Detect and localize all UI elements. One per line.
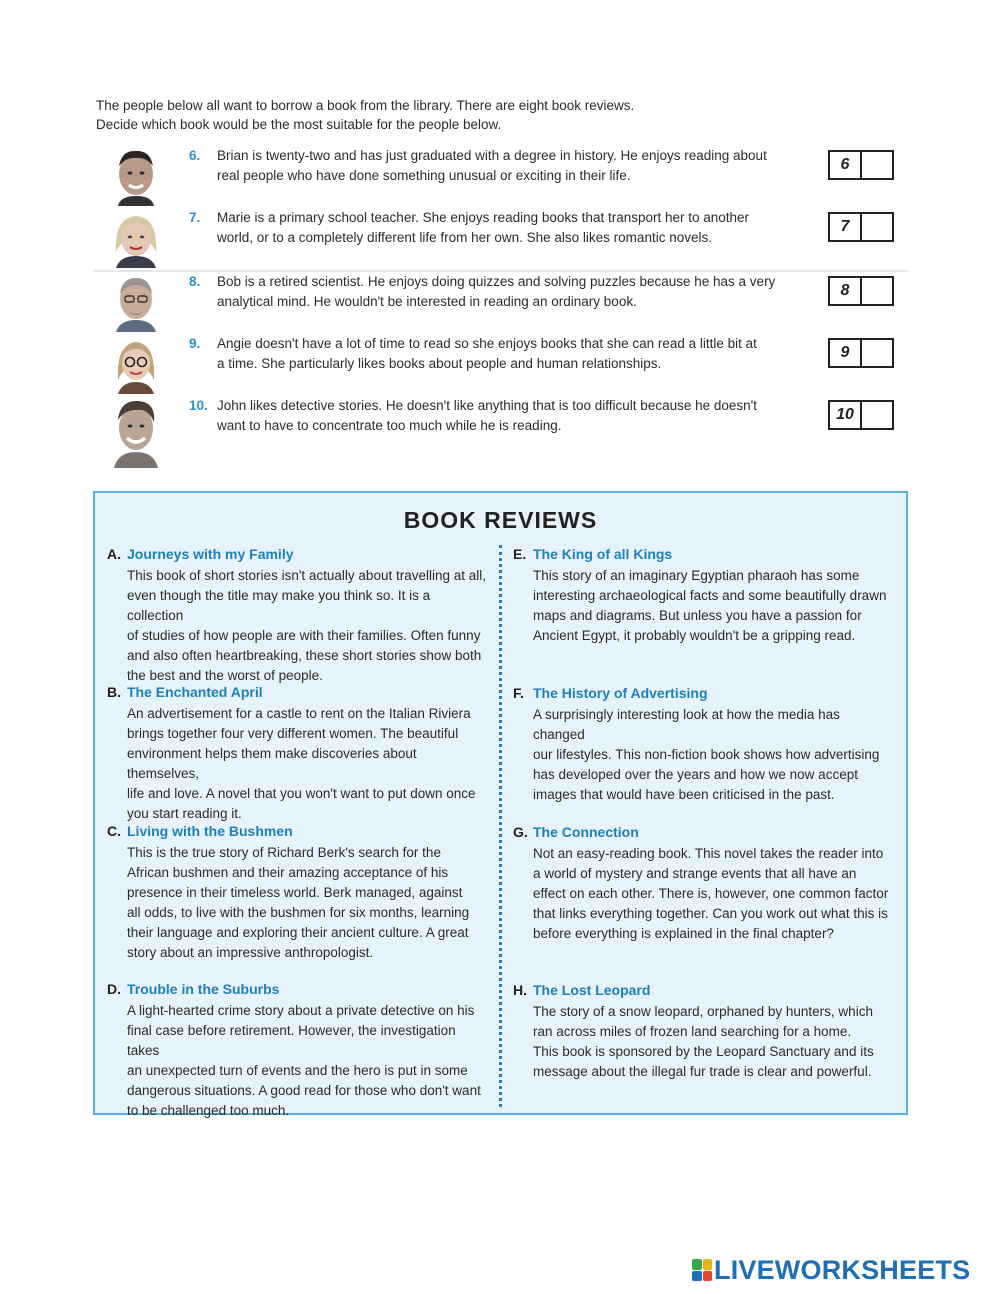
review-line: effect on each other. There is, however, one common factor [533,886,889,901]
review-line: of studies of how people are with their families. Often funny [127,628,481,643]
review-body [127,704,487,824]
review-letter: A. [107,546,121,562]
question-row-6 [100,146,910,208]
answer-input-6[interactable] [862,152,892,178]
answer-label: 7 [830,214,862,240]
review-body [533,844,893,944]
review-line: ran across miles of frozen land searching for a home. [533,1024,852,1039]
question-row-7 [100,208,910,270]
review-h [513,981,893,1082]
question-line: real people who have done something unusual or exciting in their life. [217,168,631,183]
review-line: interesting archaeological facts and some beautifully drawn [533,588,887,603]
review-title: Journeys with my Family [127,546,294,562]
liveworksheets-logo[interactable] [692,1254,970,1286]
review-g [513,823,893,944]
answer-label: 9 [830,340,862,366]
review-line: a world of mystery and strange events that all have an [533,866,857,881]
review-line: A surprisingly interesting look at how the media has changed [533,707,840,742]
question-number: 6. [189,148,201,163]
review-line: an unexpected turn of events and the hero is put in some [127,1063,468,1078]
answer-input-8[interactable] [862,278,892,304]
review-body [127,1001,487,1121]
review-line: our lifestyles. This non-fiction book shows how advertising [533,747,880,762]
review-letter: B. [107,684,121,700]
question-line: Angie doesn't have a lot of time to read so she enjoys books that she can read a little bit at [217,336,757,351]
question-text [217,396,817,436]
review-line: This is the true story of Richard Berk's search for the [127,845,441,860]
review-b [107,683,487,824]
answer-box-6 [828,150,894,180]
review-line: final case before retirement. However, the investigation takes [127,1023,456,1058]
question-line: world, or to a completely different life from her own. She also likes romantic novels. [217,230,712,245]
angie-portrait-icon [110,334,162,394]
review-line: This book of short stories isn't actually about travelling at all, [127,568,487,583]
answer-input-10[interactable] [862,402,892,428]
review-line: A light-hearted crime story about a private detective on his [127,1003,475,1018]
review-title: The King of all Kings [533,546,673,562]
question-row-9 [100,334,910,396]
question-number: 8. [189,274,201,289]
review-letter: G. [513,824,528,840]
question-row-10 [100,396,910,458]
question-line: analytical mind. He wouldn't be interested in reading an ordinary book. [217,294,637,309]
review-line: message about the illegal fur trade is clear and powerful. [533,1064,872,1079]
review-line: that links everything together. Can you work out what this is [533,906,888,921]
review-f [513,684,893,805]
question-text [217,272,817,312]
question-number: 7. [189,210,201,225]
answer-box-8 [828,276,894,306]
answer-input-7[interactable] [862,214,892,240]
question-line: John likes detective stories. He doesn't like anything that is too difficult because he doesn't [217,398,757,413]
answer-box-10 [828,400,894,430]
column-divider [499,545,502,1107]
review-e [513,545,893,646]
review-letter: D. [107,981,121,997]
question-line: Bob is a retired scientist. He enjoys doing quizzes and solving puzzles because he has a very [217,274,776,289]
question-number: 9. [189,336,201,351]
review-line: presence in their timeless world. Berk managed, against [127,885,463,900]
question-line: want to have to concentrate too much while he is reading. [217,418,562,433]
brian-portrait-icon [110,146,162,206]
logo-text: LIVEWORKSHEETS [714,1254,971,1285]
review-a [107,545,487,686]
review-d [107,980,487,1121]
review-line: environment helps them make discoveries about themselves, [127,746,417,781]
liveworksheets-logo-icon [692,1259,712,1281]
review-line: their language and exploring their ancient culture. A great [127,925,469,940]
instructions [96,96,796,134]
question-row-8 [100,272,910,334]
review-body [533,1002,893,1082]
instructions-line-1: The people below all want to borrow a book from the library. There are eight book reviews. [96,98,635,113]
answer-label: 8 [830,278,862,304]
review-line: maps and diagrams. But unless you have a passion for [533,608,862,623]
answer-box-7 [828,212,894,242]
review-body [533,566,893,646]
book-reviews-title: BOOK REVIEWS [403,507,598,533]
review-letter: E. [513,546,527,562]
review-line: has developed over the years and how we now accept [533,767,858,782]
john-portrait-icon [110,396,162,468]
answer-box-9 [828,338,894,368]
review-line: even though the title may make you think so. It is a collection [127,588,431,623]
review-line: life and love. A novel that you won't want to put down once [127,786,476,801]
review-line: the best and the worst of people. [127,668,323,683]
review-title: Living with the Bushmen [127,823,293,839]
review-line: The story of a snow leopard, orphaned by hunters, which [533,1004,873,1019]
review-title: The Lost Leopard [533,982,651,998]
review-line: to be challenged too much. [127,1103,290,1118]
question-line: a time. She particularly likes books about people and human relationships. [217,356,662,371]
question-text [217,146,817,186]
answer-input-9[interactable] [862,340,892,366]
review-line: dangerous situations. A good read for those who don't want [127,1083,481,1098]
review-line: This story of an imaginary Egyptian pharaoh has some [533,568,860,583]
review-title: The Connection [533,824,639,840]
review-c [107,822,487,963]
review-title: The Enchanted April [127,684,263,700]
question-line: Marie is a primary school teacher. She enjoys reading books that transport her to another [217,210,750,225]
review-line: you start reading it. [127,806,242,821]
review-title: The History of Advertising [533,685,708,701]
book-reviews-panel [93,491,908,1118]
instructions-line-2: Decide which book would be the most suitable for the people below. [96,117,502,132]
review-line: Not an easy-reading book. This novel takes the reader into [533,846,884,861]
marie-portrait-icon [110,208,162,268]
review-letter: C. [107,823,121,839]
review-line: and also often heartbreaking, these short stories show both [127,648,482,663]
review-letter: H. [513,982,527,998]
review-line: all odds, to live with the bushmen for six months, learning [127,905,470,920]
question-number: 10. [189,398,208,413]
review-line: An advertisement for a castle to rent on the Italian Riviera [127,706,471,721]
question-text [217,334,817,374]
review-letter: F. [513,685,524,701]
review-line: before everything is explained in the final chapter? [533,926,834,941]
review-line: brings together four very different women. The beautiful [127,726,459,741]
review-line: African bushmen and their amazing acceptance of his [127,865,449,880]
review-line: story about an impressive anthropologist. [127,945,374,960]
review-body [127,566,487,686]
review-title: Trouble in the Suburbs [127,981,280,997]
review-body [127,843,487,963]
review-line: This book is sponsored by the Leopard Sanctuary and its [533,1044,874,1059]
bob-portrait-icon [110,272,162,332]
question-text [217,208,817,248]
answer-label: 10 [830,402,862,428]
answer-label: 6 [830,152,862,178]
review-body [533,705,893,805]
review-line: images that would have been criticised in the past. [533,787,835,802]
review-line: Ancient Egypt, it probably wouldn't be a gripping read. [533,628,856,643]
question-line: Brian is twenty-two and has just graduated with a degree in history. He enjoys reading about [217,148,767,163]
